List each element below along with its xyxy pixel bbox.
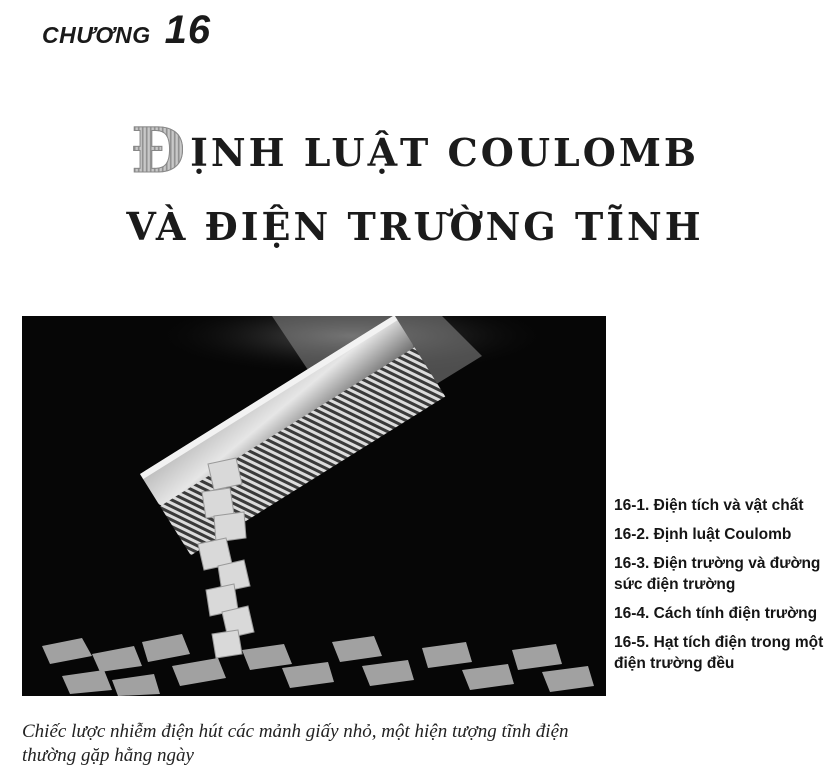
section-list: [614, 496, 828, 682]
section-item: 16-1. Điện tích và vật chất: [614, 497, 804, 514]
chapter-label: CHƯƠNG: [42, 22, 151, 48]
chapter-title-line-2: VÀ ĐIỆN TRƯỜNG TĨNH: [126, 204, 704, 249]
chapter-title-line-1: [0, 114, 830, 187]
chapter-photo: [22, 316, 606, 696]
section-item: 16-3. Điện trường và đường sức điện trường: [614, 554, 821, 593]
title-line-1-text: ỊNH LUẬT COULOMB: [190, 130, 700, 175]
chapter-heading: [42, 8, 211, 53]
title-dropcap: Đ: [130, 114, 189, 187]
comb-and-paper-illustration: [22, 316, 606, 696]
section-item: 16-2. Định luật Coulomb: [614, 525, 792, 543]
section-item: 16-5. Hạt tích điện trong một điện trường đều: [614, 633, 824, 672]
photo-caption: Chiếc lược nhiễm điện hút các mảnh giấy nhỏ, một hiện tượng tĩnh điện thường gặp hằng ngày: [22, 721, 569, 766]
chapter-number: 16: [164, 8, 212, 52]
section-item: 16-4. Cách tính điện trường: [614, 604, 818, 622]
